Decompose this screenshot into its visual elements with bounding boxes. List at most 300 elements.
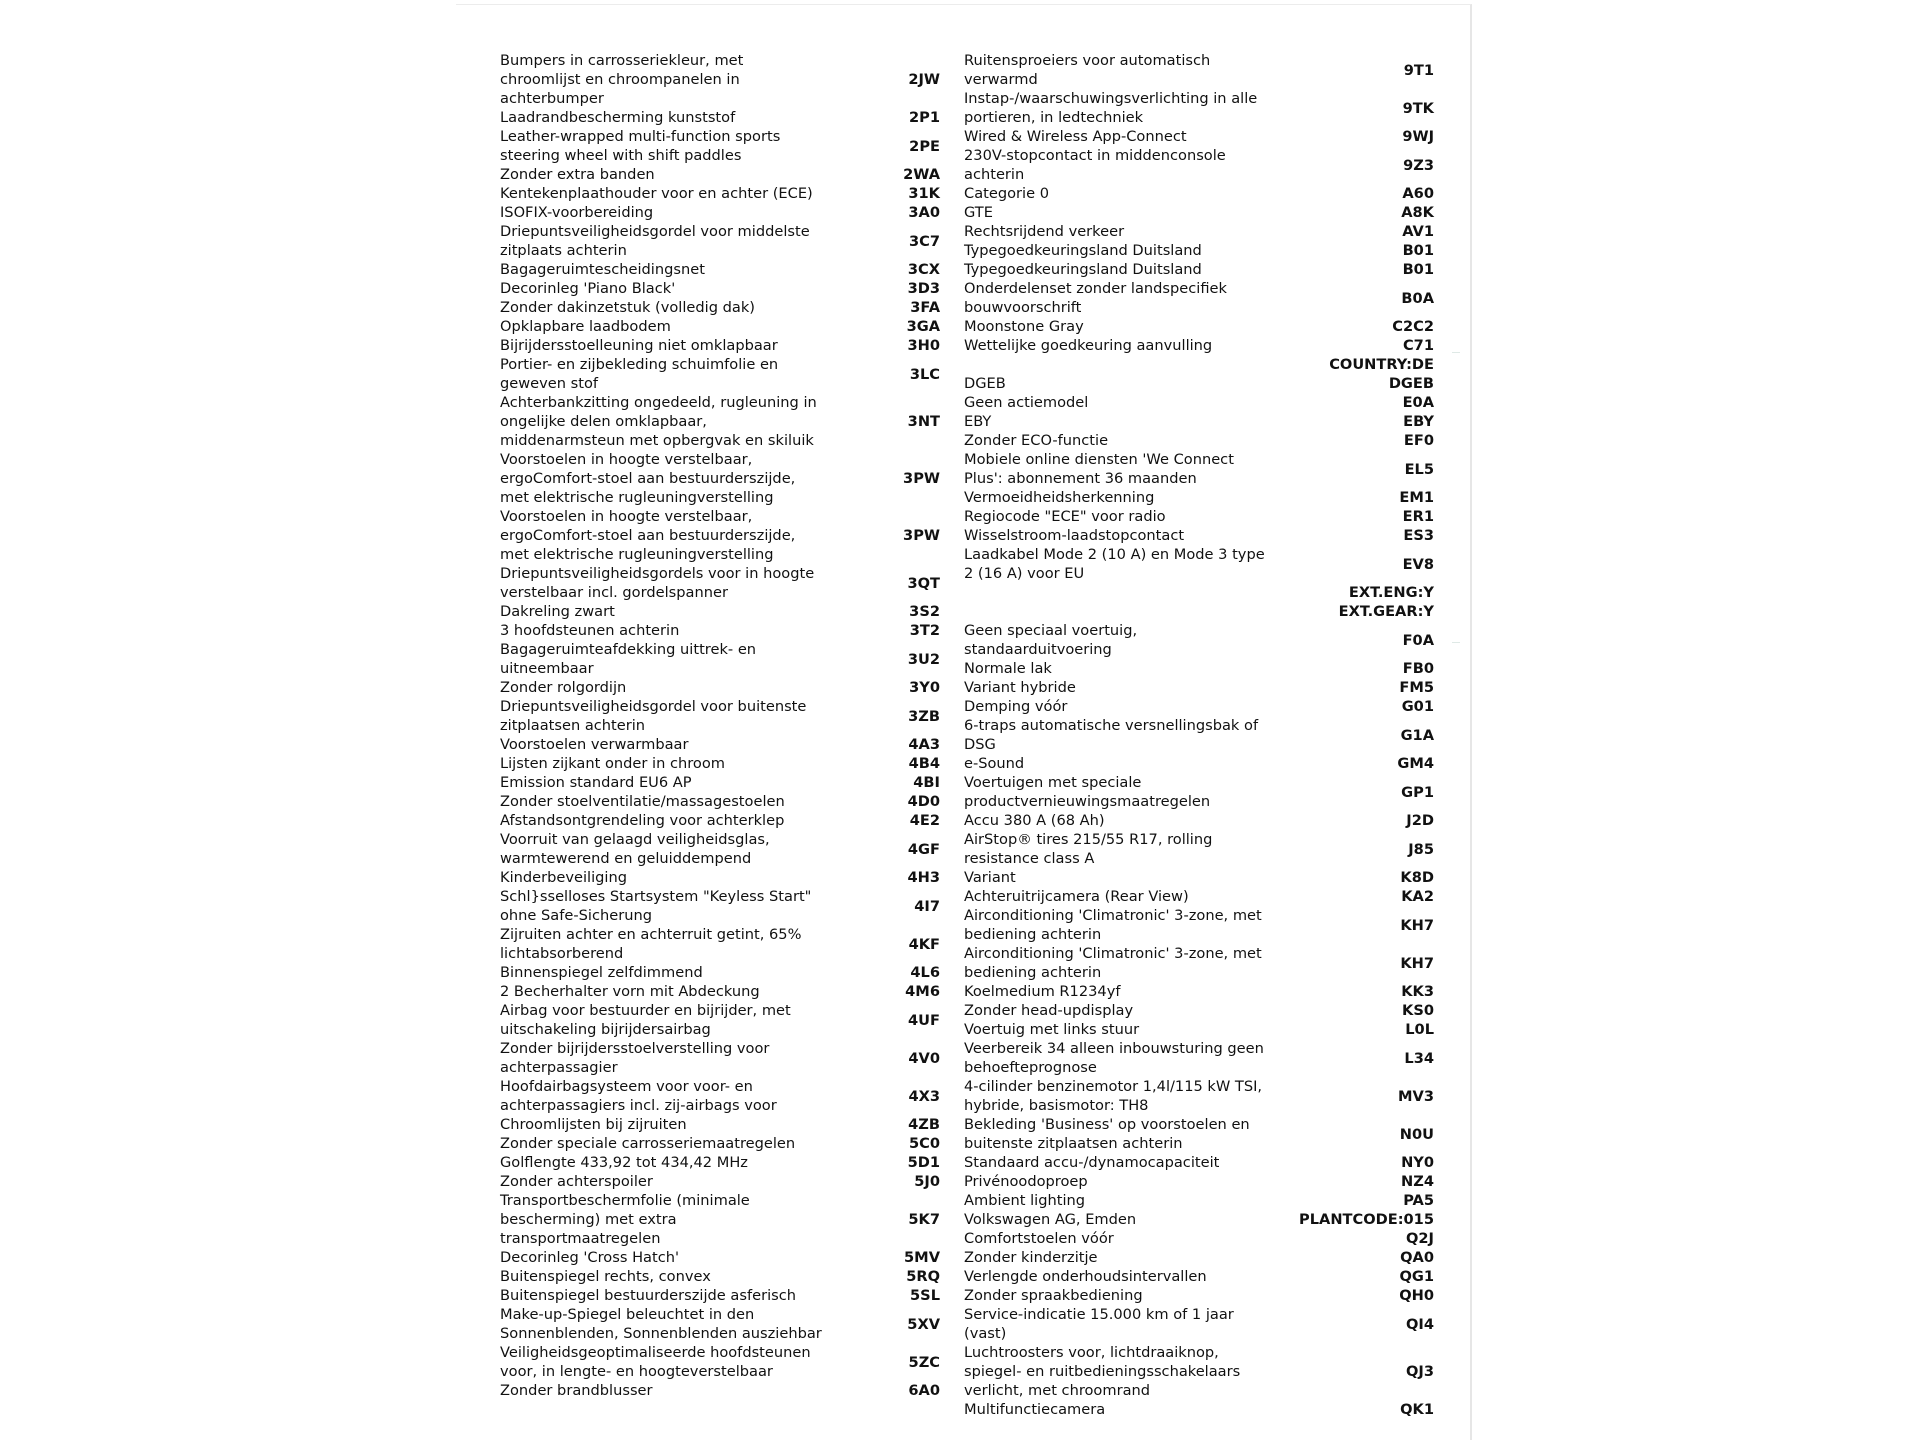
option-row — [964, 545, 1434, 583]
option-description: Laadrandbescherming kunststof — [500, 109, 736, 126]
option-code: 5C0 — [908, 1135, 940, 1152]
option-code: 5MV — [904, 1249, 940, 1266]
option-row — [964, 602, 1434, 621]
option-description: Instap-/waarschuwingsverlichting in alle portieren, in ledtechniek — [964, 90, 1258, 126]
option-description: Voorstoelen in hoogte verstelbaar, ergoComfort-stoel aan bestuurderszijde, met elektrische rugleuningverstelling — [500, 508, 796, 563]
option-code: J85 — [1408, 840, 1434, 858]
option-row — [500, 1001, 940, 1039]
option-code: PA5 — [1403, 1192, 1434, 1209]
options-column-right — [964, 51, 1434, 1419]
option-code: QH0 — [1399, 1287, 1434, 1304]
options-column-left — [500, 51, 940, 1400]
option-code: 3A0 — [908, 204, 940, 221]
option-description: Variant hybride — [964, 679, 1076, 696]
option-code: 3Y0 — [909, 679, 940, 696]
option-row — [964, 754, 1434, 773]
option-row — [964, 773, 1434, 811]
option-code: QG1 — [1399, 1268, 1434, 1285]
option-code: B01 — [1402, 261, 1434, 278]
option-code: 4H3 — [907, 869, 940, 886]
option-description: Typegoedkeuringsland Duitsland — [964, 261, 1202, 278]
option-code: KK3 — [1401, 983, 1434, 1000]
option-row — [500, 127, 940, 165]
option-row — [500, 963, 940, 982]
option-row — [964, 1343, 1434, 1400]
option-description: Vermoeidheidsherkenning — [964, 489, 1155, 506]
option-code: KH7 — [1400, 954, 1434, 972]
option-code: 3LC — [909, 365, 940, 383]
option-description: Zonder extra banden — [500, 166, 655, 183]
option-description: Transportbeschermfolie (minimale bescherming) met extra transportmaatregelen — [500, 1192, 750, 1247]
option-description: GTE — [964, 204, 993, 221]
option-code: 3PW — [903, 470, 940, 487]
option-code: L0L — [1405, 1021, 1434, 1038]
option-row — [500, 754, 940, 773]
option-code: 2WA — [903, 166, 940, 183]
option-code: 4B4 — [908, 755, 940, 772]
option-row — [964, 355, 1434, 374]
option-row — [500, 1191, 940, 1248]
option-code: 5SL — [910, 1287, 940, 1304]
option-description: Geen speciaal voertuig, standaarduitvoering — [964, 622, 1138, 658]
option-row — [964, 659, 1434, 678]
option-row — [964, 279, 1434, 317]
option-row — [964, 412, 1434, 431]
option-description: Zonder bijrijdersstoelverstelling voor achterpassagier — [500, 1040, 770, 1076]
option-code: 4BI — [913, 774, 940, 791]
option-row — [500, 51, 940, 108]
option-description: Verlengde onderhoudsintervallen — [964, 1268, 1207, 1285]
option-row — [964, 830, 1434, 868]
option-description: Voorruit van gelaagd veiligheidsglas, warmtewerend en geluiddempend — [500, 831, 770, 867]
option-code: 2PE — [909, 137, 940, 155]
option-code: 2JW — [908, 71, 940, 88]
option-code: A60 — [1402, 185, 1434, 202]
option-code: 9TK — [1402, 99, 1434, 117]
option-row — [500, 564, 940, 602]
option-description: Golflengte 433,92 tot 434,42 MHz — [500, 1154, 748, 1171]
option-description: Buitenspiegel bestuurderszijde asferisch — [500, 1287, 797, 1304]
option-code: FB0 — [1402, 660, 1434, 677]
option-row — [964, 1248, 1434, 1267]
option-description: Schl}sselloses Startsystem "Keyless Start" ohne Safe-Sicherung — [500, 888, 812, 924]
option-row — [500, 792, 940, 811]
option-description: AirStop® tires 215/55 R17, rolling resistance class A — [964, 831, 1213, 867]
option-description: 2 Becherhalter vorn mit Abdeckung — [500, 983, 760, 1000]
option-description: DGEB — [964, 375, 1006, 392]
option-row — [500, 678, 940, 697]
option-code: DGEB — [1388, 375, 1434, 392]
option-description: Zonder dakinzetstuk (volledig dak) — [500, 299, 755, 316]
option-code: EF0 — [1403, 432, 1434, 449]
option-description: Demping vóór — [964, 698, 1068, 715]
option-row — [964, 450, 1434, 488]
option-description: 6-traps automatische versnellingsbak of DSG — [964, 717, 1259, 753]
option-description: Wettelijke goedkeuring aanvulling — [964, 337, 1213, 354]
option-row — [964, 621, 1434, 659]
option-description: Wired & Wireless App-Connect — [964, 128, 1187, 145]
option-code: 5D1 — [907, 1154, 940, 1171]
option-row — [964, 184, 1434, 203]
option-code: 4I7 — [914, 897, 940, 915]
option-description: Veerbereik 34 alleen inbouwsturing geen behoefteprognose — [964, 1040, 1264, 1076]
option-description: Categorie 0 — [964, 185, 1049, 202]
option-description: Multifunctiecamera — [964, 1401, 1106, 1418]
option-row — [964, 982, 1434, 1001]
option-row — [500, 887, 940, 925]
option-code: F0A — [1402, 631, 1434, 649]
option-description: EBY — [964, 413, 992, 430]
option-code: QI4 — [1406, 1315, 1434, 1333]
option-row — [964, 887, 1434, 906]
option-row — [500, 1153, 940, 1172]
option-code: ER1 — [1402, 508, 1434, 525]
option-code: 4X3 — [908, 1087, 940, 1105]
option-code: 3CX — [907, 261, 940, 278]
option-description: Onderdelenset zonder landspecifiek bouwvoorschrift — [964, 280, 1227, 316]
option-code: A8K — [1401, 204, 1434, 221]
option-code: N0U — [1399, 1125, 1434, 1143]
option-row — [964, 146, 1434, 184]
option-row — [964, 507, 1434, 526]
option-description: Lijsten zijkant onder in chroom — [500, 755, 725, 772]
option-description: Veiligheidsgeoptimaliseerde hoofdsteunen voor, in lengte- en hoogteverstelbaar — [500, 1344, 811, 1380]
option-row — [964, 1400, 1434, 1419]
option-code: 3GA — [906, 318, 940, 335]
option-row — [500, 1305, 940, 1343]
option-description: 230V-stopcontact in middenconsole achterin — [964, 147, 1226, 183]
option-code: GP1 — [1401, 783, 1434, 801]
option-code: FM5 — [1399, 679, 1434, 696]
option-description: Chroomlijsten bij zijruiten — [500, 1116, 687, 1133]
document-page — [456, 4, 1472, 1440]
option-code: 4E2 — [909, 812, 940, 829]
option-row — [500, 507, 940, 564]
option-description: Driepuntsveiligheidsgordel voor buitenste zitplaatsen achterin — [500, 698, 807, 734]
option-code: KS0 — [1402, 1002, 1434, 1019]
option-code: 6A0 — [908, 1382, 940, 1399]
option-code: EM1 — [1399, 489, 1434, 506]
option-row — [964, 1172, 1434, 1191]
scan-mark — [1452, 642, 1460, 643]
option-code: NY0 — [1401, 1154, 1434, 1171]
option-row — [964, 906, 1434, 944]
option-row — [500, 279, 940, 298]
option-code: 3QT — [907, 574, 940, 592]
option-row — [964, 222, 1434, 241]
option-code: L34 — [1404, 1049, 1434, 1067]
option-row — [500, 773, 940, 792]
option-row — [500, 165, 940, 184]
option-description: Zonder head-updisplay — [964, 1002, 1134, 1019]
option-row — [500, 108, 940, 127]
option-description: Driepuntsveiligheidsgordel voor middelste zitplaats achterin — [500, 223, 810, 259]
option-description: Zonder achterspoiler — [500, 1173, 653, 1190]
option-description: 4-cilinder benzinemotor 1,4l/115 kW TSI, hybride, basismotor: TH8 — [964, 1078, 1263, 1114]
option-code: KH7 — [1400, 916, 1434, 934]
option-row — [964, 697, 1434, 716]
option-code: 4V0 — [908, 1049, 940, 1067]
option-row — [964, 1286, 1434, 1305]
option-code: 3D3 — [907, 280, 940, 297]
option-description: Moonstone Gray — [964, 318, 1084, 335]
option-description: Zonder kinderzitje — [964, 1249, 1098, 1266]
option-description: Comfortstoelen vóór — [964, 1230, 1114, 1247]
option-row — [964, 868, 1434, 887]
option-description: Hoofdairbagsysteem voor voor- en achterpassagiers incl. zij-airbags voor — [500, 1078, 777, 1114]
option-row — [500, 1134, 940, 1153]
option-code: 5RQ — [906, 1268, 940, 1285]
option-description: ISOFIX-voorbereiding — [500, 204, 654, 221]
option-description: Zonder spraakbediening — [964, 1287, 1143, 1304]
option-description: 3 hoofdsteunen achterin — [500, 622, 680, 639]
option-description: Bijrijdersstoelleuning niet omklapbaar — [500, 337, 778, 354]
option-description: Accu 380 A (68 Ah) — [964, 812, 1105, 829]
option-description: Voertuig met links stuur — [964, 1021, 1140, 1038]
option-description: Volkswagen AG, Emden — [964, 1211, 1137, 1228]
option-code: 4UF — [908, 1011, 940, 1029]
option-row — [500, 925, 940, 963]
option-description: Bagageruimtescheidingsnet — [500, 261, 705, 278]
option-code: EL5 — [1404, 460, 1434, 478]
option-description: Ruitensproeiers voor automatisch verwarmd — [964, 52, 1211, 88]
option-code: 4M6 — [905, 983, 940, 1000]
option-row — [500, 1248, 940, 1267]
option-description: Zonder rolgordijn — [500, 679, 627, 696]
option-code: Q2J — [1406, 1230, 1434, 1247]
option-code: B0A — [1401, 289, 1434, 307]
option-row — [964, 1153, 1434, 1172]
option-description: Portier- en zijbekleding schuimfolie en geweven stof — [500, 356, 779, 392]
option-description: Airbag voor bestuurder en bijrijder, met uitschakeling bijrijdersairbag — [500, 1002, 791, 1038]
option-description: Make-up-Spiegel beleuchtet in den Sonnenblenden, Sonnenblenden ausziehbar — [500, 1306, 822, 1342]
option-description: Standaard accu-/dynamocapaciteit — [964, 1154, 1220, 1171]
option-row — [500, 982, 940, 1001]
option-code: AV1 — [1402, 223, 1434, 240]
option-description: Laadkabel Mode 2 (10 A) en Mode 3 type 2 (16 A) voor EU — [964, 546, 1265, 582]
option-row — [964, 336, 1434, 355]
option-row — [964, 1210, 1434, 1229]
option-row — [500, 450, 940, 507]
option-description: Decorinleg 'Piano Black' — [500, 280, 676, 297]
option-description: Voorstoelen verwarmbaar — [500, 736, 689, 753]
option-code: ES3 — [1403, 527, 1434, 544]
option-row — [500, 811, 940, 830]
option-code: 3FA — [910, 299, 940, 316]
option-row — [964, 678, 1434, 697]
option-code: 4D0 — [907, 793, 940, 810]
option-row — [500, 222, 940, 260]
option-code: 31K — [908, 185, 940, 202]
option-description: Leather-wrapped multi-function sports steering wheel with shift paddles — [500, 128, 781, 164]
option-code: 3C7 — [908, 232, 940, 250]
option-code: COUNTRY:DE — [1329, 356, 1434, 373]
option-row — [500, 1172, 940, 1191]
option-row — [500, 1115, 940, 1134]
option-code: EV8 — [1402, 555, 1434, 573]
option-description: Typegoedkeuringsland Duitsland — [964, 242, 1202, 259]
option-row — [500, 184, 940, 203]
option-code: C71 — [1402, 337, 1434, 354]
option-code: 3S2 — [909, 603, 940, 620]
option-description: Driepuntsveiligheidsgordels voor in hoogte verstelbaar incl. gordelspanner — [500, 565, 815, 601]
option-row — [964, 488, 1434, 507]
option-code: 5J0 — [914, 1173, 940, 1190]
option-row — [500, 602, 940, 621]
option-code: G01 — [1401, 698, 1434, 715]
option-code: 4GF — [907, 840, 940, 858]
option-description: Service-indicatie 15.000 km of 1 jaar (vast) — [964, 1306, 1234, 1342]
option-code: PLANTCODE:015 — [1299, 1211, 1434, 1228]
option-row — [964, 1001, 1434, 1020]
option-row — [964, 1115, 1434, 1153]
option-description: Airconditioning 'Climatronic' 3-zone, met bediening achterin — [964, 945, 1262, 981]
option-row — [500, 697, 940, 735]
option-code: 3H0 — [907, 337, 940, 354]
option-row — [964, 127, 1434, 146]
option-description: Kentekenplaathouder voor en achter (ECE) — [500, 185, 813, 202]
option-description: Ambient lighting — [964, 1192, 1086, 1209]
option-description: Opklapbare laadbodem — [500, 318, 671, 335]
option-row — [500, 1286, 940, 1305]
option-code: 3PW — [903, 527, 940, 544]
option-code: QJ3 — [1406, 1363, 1434, 1380]
option-code: B01 — [1402, 242, 1434, 259]
option-code: 4KF — [908, 935, 940, 953]
option-code: 9WJ — [1402, 128, 1434, 145]
option-description: Achteruitrijcamera (Rear View) — [964, 888, 1189, 905]
option-row — [964, 1305, 1434, 1343]
option-code: 5ZC — [908, 1353, 940, 1371]
option-description: Voorstoelen in hoogte verstelbaar, ergoComfort-stoel aan bestuurderszijde, met elektrische rugleuningverstelling — [500, 451, 796, 506]
option-description: Rechtsrijdend verkeer — [964, 223, 1125, 240]
option-description: Zonder ECO-functie — [964, 432, 1109, 449]
option-description: Zonder stoelventilatie/massagestoelen — [500, 793, 785, 810]
option-description: Decorinleg 'Cross Hatch' — [500, 1249, 679, 1266]
option-row — [500, 336, 940, 355]
option-code: EXT.GEAR:Y — [1338, 603, 1434, 620]
option-description: Bekleding 'Business' op voorstoelen en buitenste zitplaatsen achterin — [964, 1116, 1250, 1152]
option-row — [964, 203, 1434, 222]
option-code: GM4 — [1397, 755, 1434, 772]
option-code: 4L6 — [910, 964, 940, 981]
option-description: e-Sound — [964, 755, 1025, 772]
option-description: Mobiele online diensten 'We Connect Plus': abonnement 36 maanden — [964, 451, 1234, 487]
option-code: 9Z3 — [1403, 156, 1434, 174]
option-row — [500, 868, 940, 887]
option-row — [964, 374, 1434, 393]
option-description: Koelmedium R1234yf — [964, 983, 1121, 1000]
option-row — [964, 811, 1434, 830]
option-description: Emission standard EU6 AP — [500, 774, 692, 791]
option-code: C2C2 — [1392, 318, 1434, 335]
option-code: 3NT — [907, 413, 940, 430]
option-row — [964, 393, 1434, 412]
option-code: 5K7 — [908, 1211, 940, 1228]
option-description: Geen actiemodel — [964, 394, 1089, 411]
option-code: 5XV — [907, 1315, 940, 1333]
option-code: 3U2 — [907, 650, 940, 668]
option-code: EBY — [1403, 413, 1434, 430]
option-code: G1A — [1400, 726, 1434, 744]
option-description: Binnenspiegel zelfdimmend — [500, 964, 703, 981]
option-row — [500, 1381, 940, 1400]
option-row — [964, 51, 1434, 89]
option-description: Voertuigen met speciale productvernieuwingsmaatregelen — [964, 774, 1211, 810]
option-row — [500, 621, 940, 640]
option-row — [500, 640, 940, 678]
option-code: NZ4 — [1401, 1173, 1434, 1190]
option-row — [500, 298, 940, 317]
option-description: Luchtroosters voor, lichtdraaiknop, spiegel- en ruitbedieningsschakelaars verlicht, met chroomrand — [964, 1344, 1241, 1399]
option-description: Normale lak — [964, 660, 1052, 677]
option-row — [964, 944, 1434, 982]
option-row — [500, 1343, 940, 1381]
option-description: Dakreling zwart — [500, 603, 615, 620]
option-description: Bumpers in carrosseriekleur, met chroomlijst en chroompanelen in achterbumper — [500, 52, 744, 107]
option-row — [964, 1229, 1434, 1248]
option-row — [964, 583, 1434, 602]
option-row — [500, 1039, 940, 1077]
option-row — [964, 89, 1434, 127]
option-description: Variant — [964, 869, 1016, 886]
option-description: Afstandsontgrendeling voor achterklep — [500, 812, 785, 829]
option-code: QK1 — [1400, 1401, 1434, 1418]
option-code: EXT.ENG:Y — [1348, 584, 1434, 601]
option-row — [500, 203, 940, 222]
option-description: Wisselstroom-laadstopcontact — [964, 527, 1185, 544]
option-code: 4ZB — [908, 1116, 940, 1133]
option-description: Zijruiten achter en achterruit getint, 65% lichtabsorberend — [500, 926, 802, 962]
option-code: K8D — [1400, 869, 1434, 886]
option-code: 9T1 — [1403, 61, 1434, 79]
option-row — [964, 526, 1434, 545]
option-row — [964, 1020, 1434, 1039]
option-code: MV3 — [1398, 1087, 1434, 1105]
option-description: Zonder speciale carrosseriemaatregelen — [500, 1135, 796, 1152]
option-code: J2D — [1406, 812, 1434, 829]
option-description: Kinderbeveiliging — [500, 869, 627, 886]
option-code: QA0 — [1400, 1249, 1434, 1266]
option-description: Achterbankzitting ongedeeld, rugleuning in ongelijke delen omklapbaar, middenarmsteun met opbergvak en skiluik — [500, 394, 817, 449]
option-row — [500, 393, 940, 450]
option-row — [500, 355, 940, 393]
option-code: 2P1 — [908, 109, 940, 126]
option-code: 3ZB — [908, 707, 940, 725]
option-row — [500, 735, 940, 754]
option-code: 4A3 — [908, 736, 940, 753]
option-row — [964, 317, 1434, 336]
option-code: KA2 — [1401, 888, 1434, 905]
option-description: Bagageruimteafdekking uittrek- en uitneembaar — [500, 641, 757, 677]
option-description: Privénoodoproep — [964, 1173, 1088, 1190]
option-description: Zonder brandblusser — [500, 1382, 653, 1399]
option-row — [964, 260, 1434, 279]
option-row — [500, 317, 940, 336]
option-row — [964, 1191, 1434, 1210]
option-row — [500, 1267, 940, 1286]
option-code: E0A — [1402, 394, 1434, 411]
option-row — [964, 716, 1434, 754]
option-row — [964, 1039, 1434, 1077]
option-description: Regiocode "ECE" voor radio — [964, 508, 1166, 525]
option-description: Buitenspiegel rechts, convex — [500, 1268, 711, 1285]
option-row — [964, 431, 1434, 450]
option-code: 3T2 — [909, 622, 940, 639]
option-description: Airconditioning 'Climatronic' 3-zone, met bediening achterin — [964, 907, 1262, 943]
option-row — [964, 241, 1434, 260]
scan-mark — [1452, 352, 1460, 353]
